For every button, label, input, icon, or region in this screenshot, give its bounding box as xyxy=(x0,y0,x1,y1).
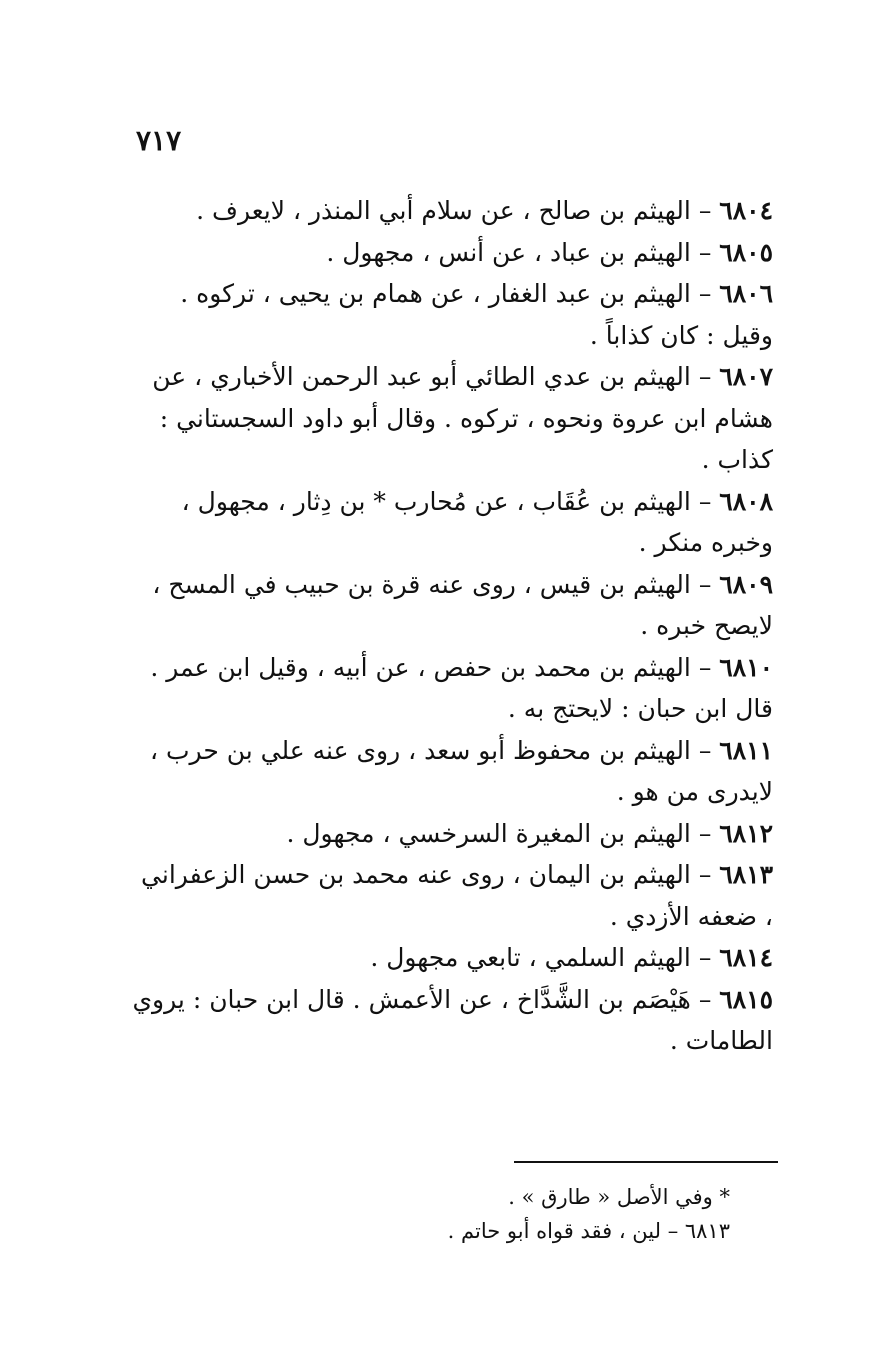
entry-number: ٦٨١٠ xyxy=(719,652,773,682)
entry-6811 xyxy=(128,730,773,813)
page-number: ٧١٧ xyxy=(136,124,182,157)
entry-6815 xyxy=(128,979,773,1062)
entry-text: – الهيثم بن عدي الطائي أبو عبد الرحمن الأخباري ، عن هشام ابن عروة ونحوه ، تركوه . وقال أبو داود السجستاني : كذاب . xyxy=(152,362,773,474)
entry-text: – الهيثم بن اليمان ، روى عنه محمد بن حسن الزعفراني ، ضعفه الأزدي . xyxy=(141,860,773,931)
entry-6813 xyxy=(128,854,773,937)
entry-number: ٦٨٠٥ xyxy=(719,237,773,267)
entry-text: – هَيْصَم بن الشَّدَّاخ ، عن الأعمش . قال ابن حبان : يروي الطامات . xyxy=(132,984,773,1055)
entry-6805 xyxy=(128,232,773,274)
entry-text: – الهيثم بن محمد بن حفص ، عن أبيه ، وقيل ابن عمر . قال ابن حبان : لايحتج به . xyxy=(150,652,773,723)
entry-number: ٦٨٠٩ xyxy=(719,569,773,599)
entry-6804 xyxy=(128,190,773,232)
entry-number: ٦٨١٢ xyxy=(719,818,773,848)
entry-6814 xyxy=(128,937,773,979)
entry-text: – الهيثم بن محفوظ أبو سعد ، روى عنه علي بن حرب ، لايدرى من هو . xyxy=(149,735,773,806)
entry-text: – الهيثم بن عُقَاب ، عن مُحارب * بن دِثار ، مجهول ، وخبره منكر . xyxy=(181,486,773,557)
entry-6806 xyxy=(128,273,773,356)
entry-6812 xyxy=(128,813,773,855)
entries-list xyxy=(128,190,773,1062)
entry-6810 xyxy=(128,647,773,730)
entry-6807 xyxy=(128,356,773,481)
entry-number: ٦٨١١ xyxy=(719,735,773,765)
entry-number: ٦٨١٣ xyxy=(719,860,773,889)
entry-text: – الهيثم بن المغيرة السرخسي ، مجهول . xyxy=(286,818,712,848)
entry-number: ٦٨٠٤ xyxy=(719,196,773,225)
entry-text: – الهيثم بن صالح ، عن سلام أبي المنذر ، لايعرف . xyxy=(196,196,712,225)
footnote-6813: ٦٨١٣ – لين ، فقد قواه أبو حاتم . xyxy=(447,1219,730,1243)
footnote-divider xyxy=(514,1161,778,1163)
footnote-asterisk: * وفي الأصل « طارق » . xyxy=(508,1185,730,1209)
footnotes xyxy=(300,1180,730,1248)
entry-text: – الهيثم بن عباد ، عن أنس ، مجهول . xyxy=(326,237,712,267)
entry-6809 xyxy=(128,564,773,647)
entry-text: – الهيثم بن عبد الغفار ، عن همام بن يحيى ، تركوه . وقيل : كان كذاباً . xyxy=(180,279,773,350)
entry-text: – الهيثم بن قيس ، روى عنه قرة بن حبيب في المسح ، لايصح خبره . xyxy=(152,569,773,640)
entry-number: ٦٨٠٧ xyxy=(719,362,773,391)
entry-number: ٦٨١٥ xyxy=(719,984,773,1014)
entry-6808 xyxy=(128,481,773,564)
entry-number: ٦٨١٤ xyxy=(719,943,773,972)
entry-number: ٦٨٠٦ xyxy=(719,279,773,308)
entry-text: – الهيثم السلمي ، تابعي مجهول . xyxy=(370,943,712,972)
entry-number: ٦٨٠٨ xyxy=(719,486,773,516)
